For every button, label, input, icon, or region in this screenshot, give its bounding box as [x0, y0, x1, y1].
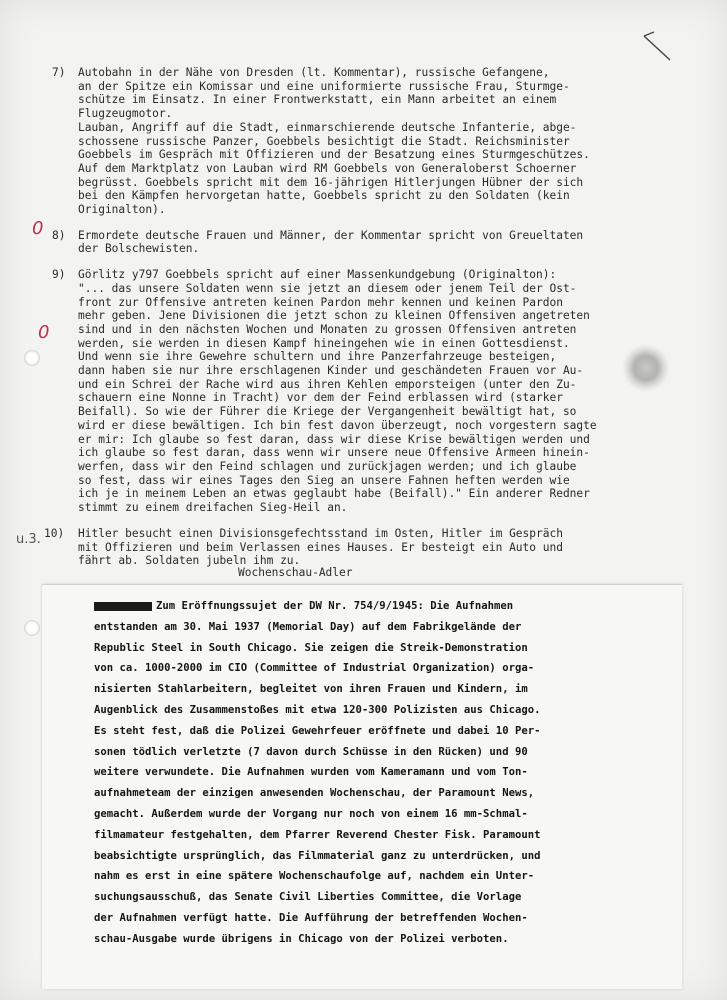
entry-line: mehr geben. Jene Divisionen die jetzt schon zu kleinen Offensiven angetreten [78, 309, 590, 323]
margin-note-8: 0 [32, 218, 44, 239]
footnote-line: suchungsausschuß, das Senate Civil Liberties Committee, die Vorlage [94, 891, 522, 904]
entry-8 [52, 229, 652, 256]
footnote-line: der Aufnahmen verfügt hatte. Die Aufführung der betreffenden Wochen- [94, 911, 528, 924]
entry-9 [52, 268, 652, 515]
entry-line: bei den Kämpfen hervorgetan hatte, Goebbels spricht zu den Soldaten (kein [78, 189, 570, 203]
entry-line: Ermordete deutsche Frauen und Männer, der Kommentar spricht von Greueltaten [78, 228, 584, 242]
entry-line: mit Offizieren und beim Verlassen eines Hauses. Er besteigt ein Auto und [78, 540, 563, 554]
margin-note-9: 0 [38, 322, 50, 343]
footnote-line: gemacht. Außerdem wurde der Vorgang nur noch von einem 16 mm-Schmal- [94, 807, 528, 820]
punch-hole-lower [24, 620, 40, 636]
footnote-line: aufnahmeteam der einzigen anwesenden Wochenschau, der Paramount News, [94, 787, 535, 800]
entry-line: Goebbels im Gespräch mit Offizieren und der Besatzung eines Sturmgeschützes. [78, 148, 590, 162]
section-caption: Wochenschau-Adler [238, 566, 353, 579]
entry-line: schütze im Einsatz. In einer Frontwerkstatt, ein Mann arbeitet an einem [78, 93, 557, 107]
entry-line: so fest, dass wir eines Tages den Sieg an unsere Fahnen heften werden wie [78, 473, 570, 487]
entry-line: front zur Offensive antreten keinen Pardon mehr kennen und keinen Pardon [78, 295, 563, 309]
entry-line: ich glaube so fest daran, dass wenn wir unsere neue Offensive Armeen hinein- [78, 446, 590, 460]
entry-line: ich je in meinem Leben an etwas geglaubt habe (Beifall)." Ein anderer Redner [78, 487, 590, 501]
entry-10 [44, 526, 652, 568]
footnote-line: nisierten Stahlarbeitern, begleitet von ihren Frauen und Kindern, im [94, 683, 528, 696]
entry-line: fährt ab. Soldaten jubeln ihm zu. [78, 554, 301, 568]
entry-line: stimmt zu einem dreifachen Sieg-Heil an. [78, 501, 348, 515]
footnote-line-text: Zum Eröffnungssujet der DW Nr. 754/9/1945: Die Aufnahmen [156, 600, 514, 612]
entry-line: werden, sie werden in diesen Kampf hineingehen wie in einen Gottesdienst. [78, 336, 570, 350]
entry-line: und ein Schrei der Rache wird aus ihren Kehlen emporsteigen (unter den Zu- [78, 377, 577, 391]
footnote-line: von ca. 1000-2000 im CIO (Committee of Industrial Organization) orga- [94, 662, 535, 675]
entry-7 [52, 66, 652, 217]
entry-line: "... das unsere Soldaten wenn sie jetzt an diesem oder jenem Teil der Ost- [78, 281, 577, 295]
footnote-line: beabsichtigte ursprünglich, das Filmmaterial ganz zu unterdrücken, und [94, 849, 541, 862]
footnote-line: weitere verwundete. Die Aufnahmen wurden vom Kameramann und vom Ton- [94, 766, 528, 779]
entry-line: Beifall). So wie der Führer die Kriege der Vergangenheit bewältigt hat, so [78, 405, 577, 419]
entry-number: 7) [52, 66, 66, 79]
footnote-line: schau-Ausgabe wurde übrigens in Chicago von der Polizei verboten. [94, 932, 509, 945]
entry-line: Hitler besucht einen Divisionsgefechtsstand im Osten, Hitler im Gespräch [78, 526, 563, 540]
footnote-line: Augenblick des Zusammenstoßes mit etwa 120-300 Polizisten aus Chicago. [94, 703, 541, 716]
entry-line: sind und in den nächsten Wochen und Monaten zu grossen Offensiven antreten [78, 322, 577, 336]
corner-check-mark [640, 30, 680, 70]
entry-line: an der Spitze ein Komissar und eine uniformierte russische Frau, Sturmge- [78, 79, 570, 93]
entry-line: werfen, dass wir den Feind schlagen und zurückjagen werden; und ich glaube [78, 459, 577, 473]
entry-line: Flugzeugmotor. [78, 107, 173, 121]
footnote-text [94, 596, 654, 950]
entry-line: dann haben sie nur ihre erschlagenen Kinder und geschändeten Frauen vor Au- [78, 364, 584, 378]
redaction-bar [94, 602, 152, 611]
entry-line: schossene russische Panzer, Goebbels besichtigt die Stadt. Reichsminister [78, 134, 570, 148]
footnote-line: Republic Steel in South Chicago. Sie zeigen die Streik-Demonstration [94, 641, 528, 654]
entry-number: 9) [52, 268, 66, 282]
entry-line: er mir: Ich glaube so fest daran, dass wir diese Krise bewältigen werden und [78, 432, 590, 446]
entry-line: wird er diese bewältigen. Ich bin fest davon überzeugt, noch vorgestern sagte [78, 418, 597, 432]
footnote-line: nahm es erst in eine spätere Wochenschaufolge auf, nachdem ein Unter- [94, 870, 535, 883]
entry-line: schauern eine Nonne in Tracht) vor dem der Feind erblassen wird (starker [78, 391, 563, 405]
entry-line: begrüsst. Goebbels spricht mit dem 16-jährigen Hitlerjungen Hübner der sich [78, 175, 584, 189]
entry-line: Und wenn sie ihre Gewehre schultern und ihre Panzerfahrzeuge besteigen, [78, 350, 557, 364]
entry-line: der Bolschewisten. [78, 242, 200, 256]
entry-line: Autobahn in der Nähe von Dresden (lt. Kommentar), russische Gefangene, [78, 66, 550, 79]
entry-line: Lauban, Angriff auf die Stadt, einmarschierende deutsche Infanterie, abge- [78, 120, 577, 134]
footnote-line: Es steht fest, daß die Polizei Gewehrfeuer eröffnete und dabei 10 Per- [94, 724, 541, 737]
footnote-line: filmamateur festgehalten, dem Pfarrer Reverend Chester Fisk. Paramount [94, 828, 541, 841]
footnote-line [94, 596, 654, 617]
entry-line: Auf dem Marktplatz von Lauban wird RM Goebbels von Generaloberst Schoerner [78, 161, 577, 175]
entry-number: 8) [52, 228, 66, 242]
margin-note-10: u.3. [16, 532, 41, 547]
footnote-line: sonen tödlich verletzte (7 davon durch Schüsse in den Rücken) und 90 [94, 745, 528, 758]
punch-hole-upper [24, 350, 40, 366]
entry-line: Originalton). [78, 203, 166, 217]
footnote-line: entstanden am 30. Mai 1937 (Memorial Day) auf dem Fabrikgelände der [94, 620, 522, 633]
entry-number: 10) [44, 526, 65, 540]
entry-line: Görlitz y797 Goebbels spricht auf einer Massenkundgebung (Originalton): [78, 268, 557, 282]
typed-entries [44, 66, 652, 580]
